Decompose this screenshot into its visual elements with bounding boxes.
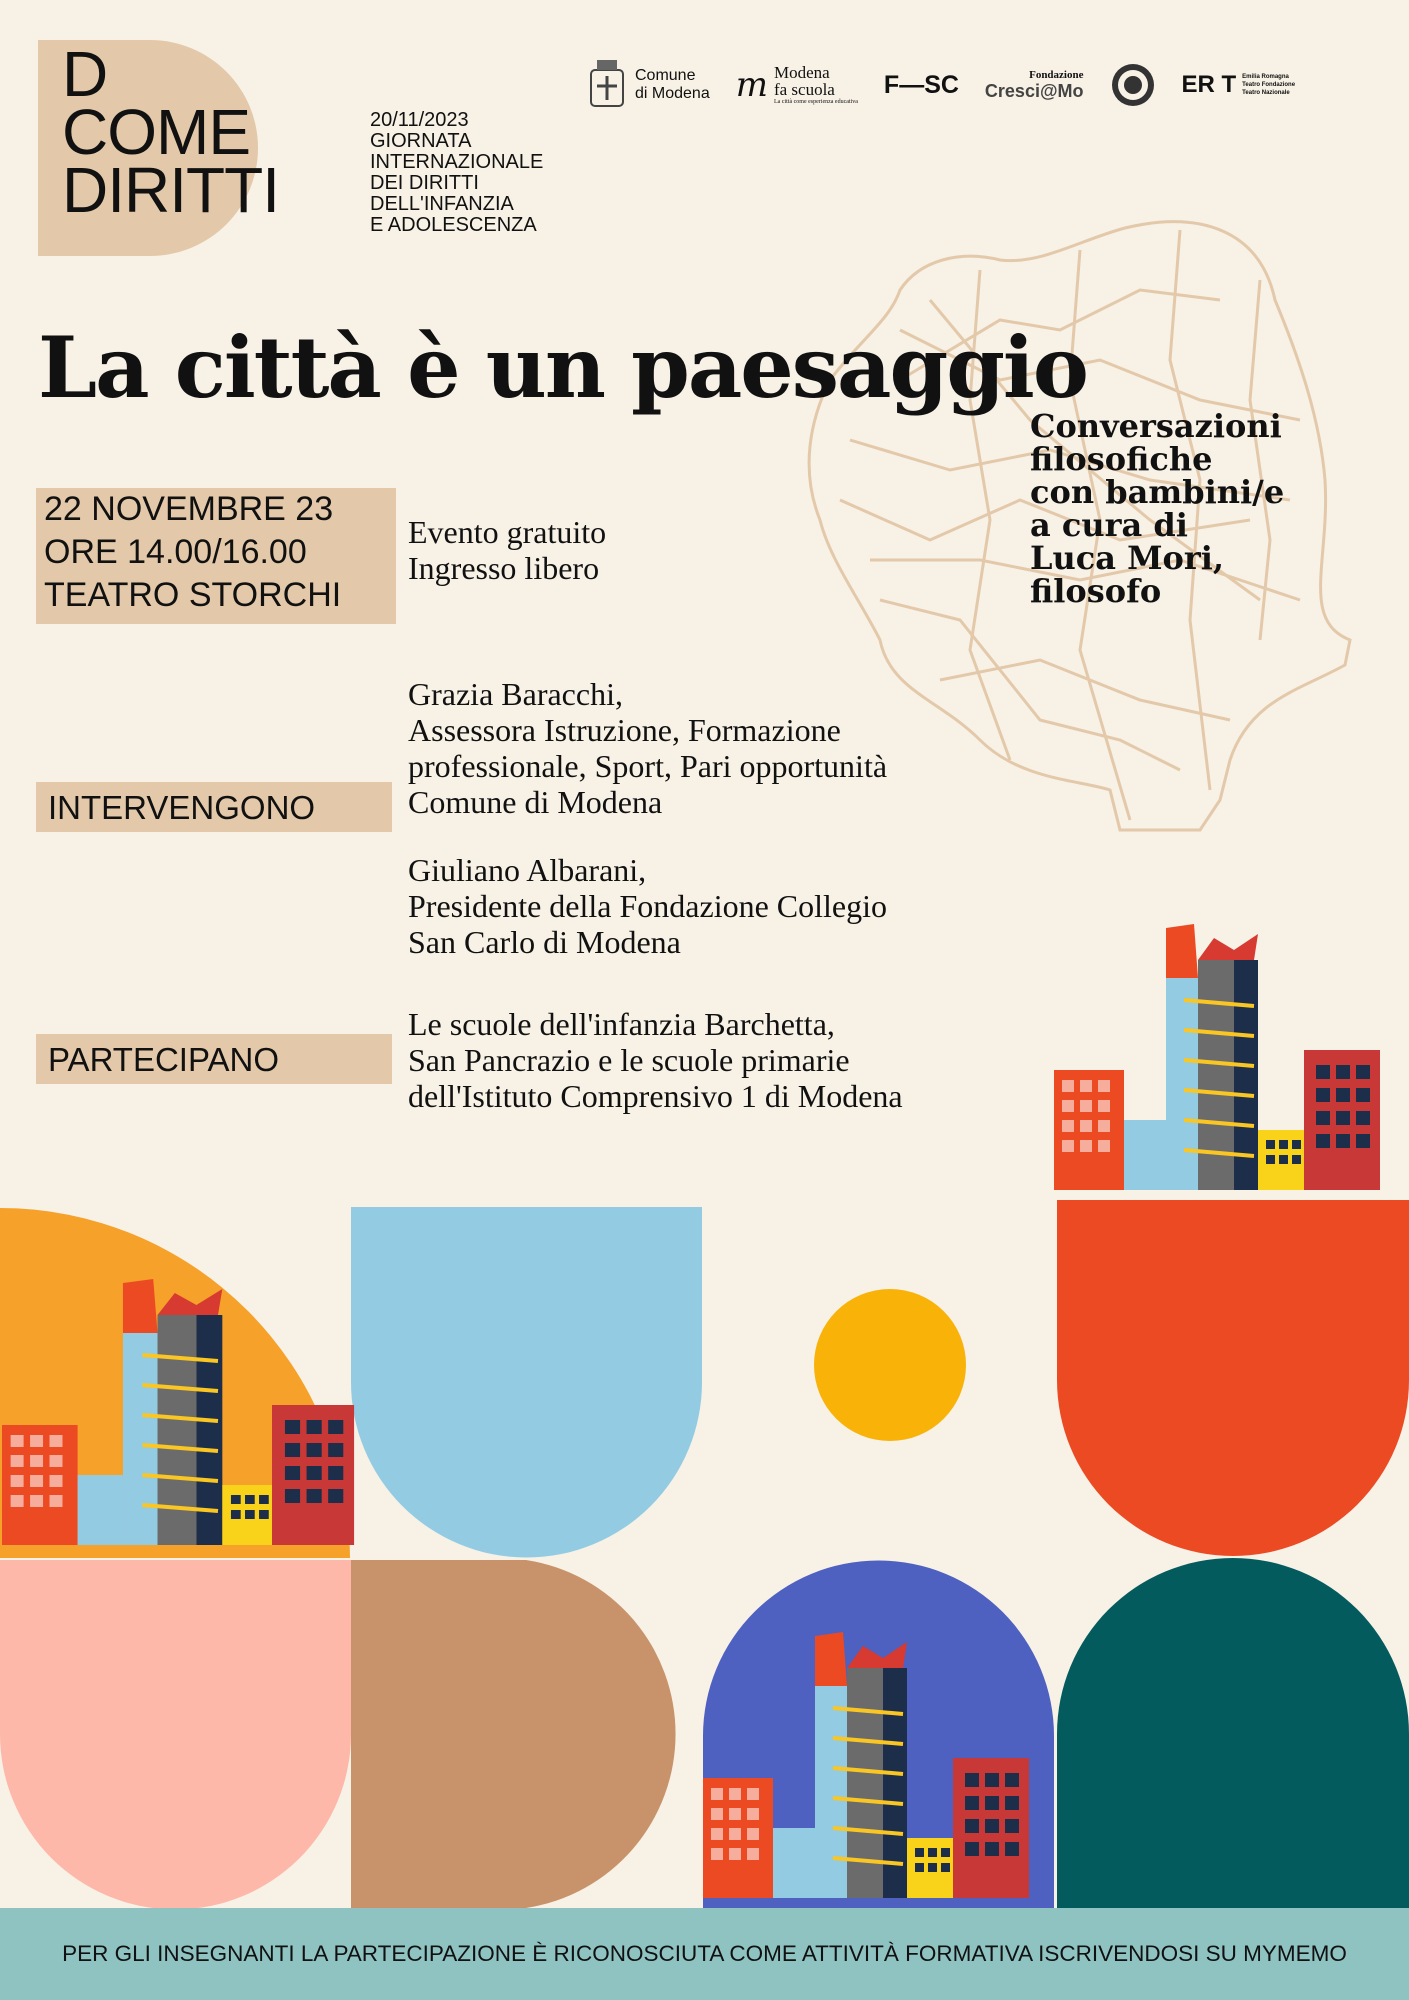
logo-subtitle-line: INTERNAZIONALE (370, 151, 544, 173)
speaker-line: Giuliano Albarani, (408, 852, 647, 888)
buildings-icon (1054, 924, 1380, 1190)
participants-label: PARTECIPANO (36, 1034, 392, 1084)
logo-subtitle-line: GIORNATA (370, 130, 472, 152)
brown-d-shape (351, 1560, 676, 1908)
mfs-tagline: La città come esperienza educativa (773, 99, 858, 105)
mfs-line2: fa scuola (773, 80, 835, 99)
ert-line: Teatro Nazionale (1242, 90, 1290, 96)
info-open: Ingresso libero (408, 550, 600, 586)
comune-line2: di Modena (635, 85, 710, 102)
logo-line-d: D (62, 38, 108, 110)
yellow-circle-shape (814, 1289, 966, 1441)
speaker-line: Assessora Istruzione, Formazione (408, 712, 841, 748)
logo-line-diritti: DIRITTI (62, 154, 279, 226)
pink-arch-shape (0, 1560, 351, 1909)
fondazione-top: Fondazione (1029, 68, 1084, 81)
logo-subtitle-line: DELL'INFANZIA (370, 193, 514, 215)
event-place: TEATRO STORCHI (44, 576, 342, 614)
ert-logo: ER T (1181, 71, 1237, 98)
info-free: Evento gratuito (408, 514, 607, 550)
speaker-line: Comune di Modena (408, 784, 663, 820)
speakers-label: INTERVENGONO (36, 782, 392, 832)
speaker-line: Grazia Baracchi, (408, 676, 623, 712)
blue-arch-shape (351, 1207, 702, 1557)
logo-date: 20/11/2023 (370, 109, 469, 131)
event-time: ORE 14.00/16.00 (44, 533, 307, 571)
fsc-logo: F—SC (883, 70, 959, 99)
participants-line: San Pancrazio e le scuole primarie (408, 1042, 850, 1078)
mfs-line1: Modena (773, 63, 830, 82)
participants-line: dell'Istituto Comprensivo 1 di Modena (408, 1078, 903, 1114)
page-subtitle: Conversazioni filosofiche con bambini/e a cura di Luca Mori, filosofo (1030, 407, 1285, 610)
scribble-icon: m (735, 65, 768, 105)
participants-line: Le scuole dell'infanzia Barchetta, (408, 1006, 835, 1042)
comune-line1: Comune (635, 67, 696, 84)
teal-arch-shape (1057, 1558, 1409, 1908)
page-title: La città è un paesaggio (38, 318, 1087, 417)
ert-line: Teatro Fondazione (1242, 82, 1296, 88)
speaker-line: professionale, Sport, Pari opportunità (408, 748, 888, 784)
fondazione-name: Cresci@Mo (984, 80, 1084, 101)
logo-subtitle-line: E ADOLESCENZA (370, 214, 537, 236)
logo-line-come: COME (62, 96, 250, 168)
red-arch-shape (1057, 1200, 1409, 1556)
logo-subtitle-line: DEI DIRITTI (370, 172, 479, 194)
event-date: 22 NOVEMBRE 23 (44, 490, 334, 528)
speaker-line: Presidente della Fondazione Collegio (408, 888, 887, 924)
ert-line: Emilia Romagna (1242, 74, 1289, 80)
speaker-line: San Carlo di Modena (408, 924, 681, 960)
footer-banner: PER GLI INSEGNANTI LA PARTECIPAZIONE È RICONOSCIUTA COME ATTIVITÀ FORMATIVA ISCRIVENDOSI SU MYMEMO (0, 1908, 1409, 2000)
